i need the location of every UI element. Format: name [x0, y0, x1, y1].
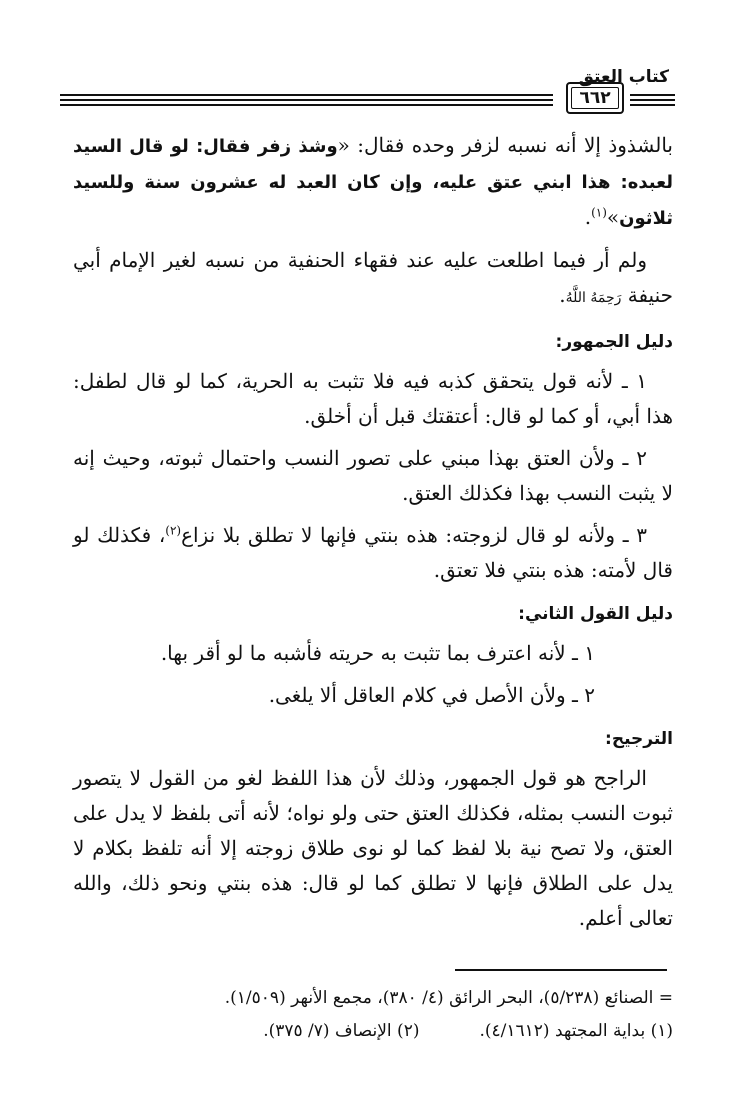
evidence-item: ١ ـ لأنه اعترف بما تثبت به حريته فأشبه ما لو أقر بها. [160, 641, 595, 665]
footnote-1: (١) بداية المجتهد (٤/١٦١٢). [479, 1021, 673, 1041]
header-rule-short [630, 104, 675, 106]
header-rule-short [630, 94, 675, 96]
footnote-2: (٢) الإنصاف (٧/ ٣٧٥). [263, 1021, 420, 1041]
footnote-ref-1: (١) [591, 205, 607, 220]
page-number-box [566, 82, 624, 114]
paragraph-hanafi-note: ولم أر فيما اطلعت عليه عند فقهاء الحنفية من نسبه لغير الإمام أبي حنيفة رَحِمَهُ اللَّهُ. [73, 248, 673, 307]
header-rule [60, 104, 553, 106]
heading-tarjih: الترجيح: [605, 729, 673, 749]
blessing-glyph: رَحِمَهُ اللَّهُ [565, 290, 622, 306]
running-title: كتاب العتق [578, 67, 669, 87]
footnotes [73, 982, 673, 1048]
evidence-item: ٢ ـ ولأن العتق بهذا مبني على تصور النسب واحتمال ثبوته، وحيث إنه لا يثبت النسب بهذا فكذلك العتق. [73, 446, 673, 505]
evidence-item: ٢ ـ ولأن الأصل في كلام العاقل ألا يلغى. [268, 683, 595, 707]
header-rule-short [630, 99, 675, 101]
footnote-ref-2: (٢) [165, 523, 182, 538]
evidence-item: ٣ ـ ولأنه لو قال لزوجته: هذه بنتي فإنها لا تطلق بلا نزاع$^{(٢)}$، فكذلك لو قال لأمته: هذه بنتي فلا تعتق. [73, 523, 673, 582]
header-rule [60, 99, 553, 101]
paragraph-tarjih: الراجح هو قول الجمهور، وذلك لأن هذا اللفظ لغو من القول لا يتصور ثبوت النسب بمثله، فكذلك العتق حتى ولو نواه؛ لأنه أتى بلفظ لا يدل على العتق، ولا تصح نية بلا لفظ كما لو نوى طلاق زوجته إلا أنه تلفظ بكلام لا يدل على الطلاق فإنها لا تطلق كما لو قال: هذه بنتي ونحو ذلك، والله تعالى أعلم. [73, 766, 673, 930]
quote-bold: وشذ زفر فقال: لو قال السيد لعبده: هذا ابني عتق عليه، وإن كان العبد له عشرون سنة وللسيد ثلاثون [73, 136, 673, 229]
footnote-row [73, 1015, 673, 1048]
header-rule [60, 94, 553, 96]
evidence-item: ١ ـ لأنه قول يتحقق كذبه فيه فلا تثبت به الحرية، كما لو قال لطفل: هذا أبي، أو كما لو قال: أعتقتك قبل أن أخلق. [73, 369, 673, 428]
page-number: ٦٦٢ [579, 88, 611, 108]
heading-majority-evidence: دليل الجمهور: [555, 332, 673, 352]
footnote-rule [455, 969, 667, 971]
main-text [73, 128, 673, 943]
paragraph-zufar-quote: بالشذوذ إلا أنه نسبه لزفر وحده فقال: «وشذ زفر فقال: لو قال السيد لعبده: هذا ابني عتق عليه، وإن كان العبد له عشرون سنة وللسيد ثلاثون»$^{(١)}$. [73, 133, 673, 229]
footnote-continuation: = الصنائع (٥/٢٣٨)، البحر الرائق (٤/ ٣٨٠)، مجمع الأنهر (١/٥٠٩). [224, 988, 673, 1008]
heading-second-opinion: دليل القول الثاني: [518, 604, 673, 624]
